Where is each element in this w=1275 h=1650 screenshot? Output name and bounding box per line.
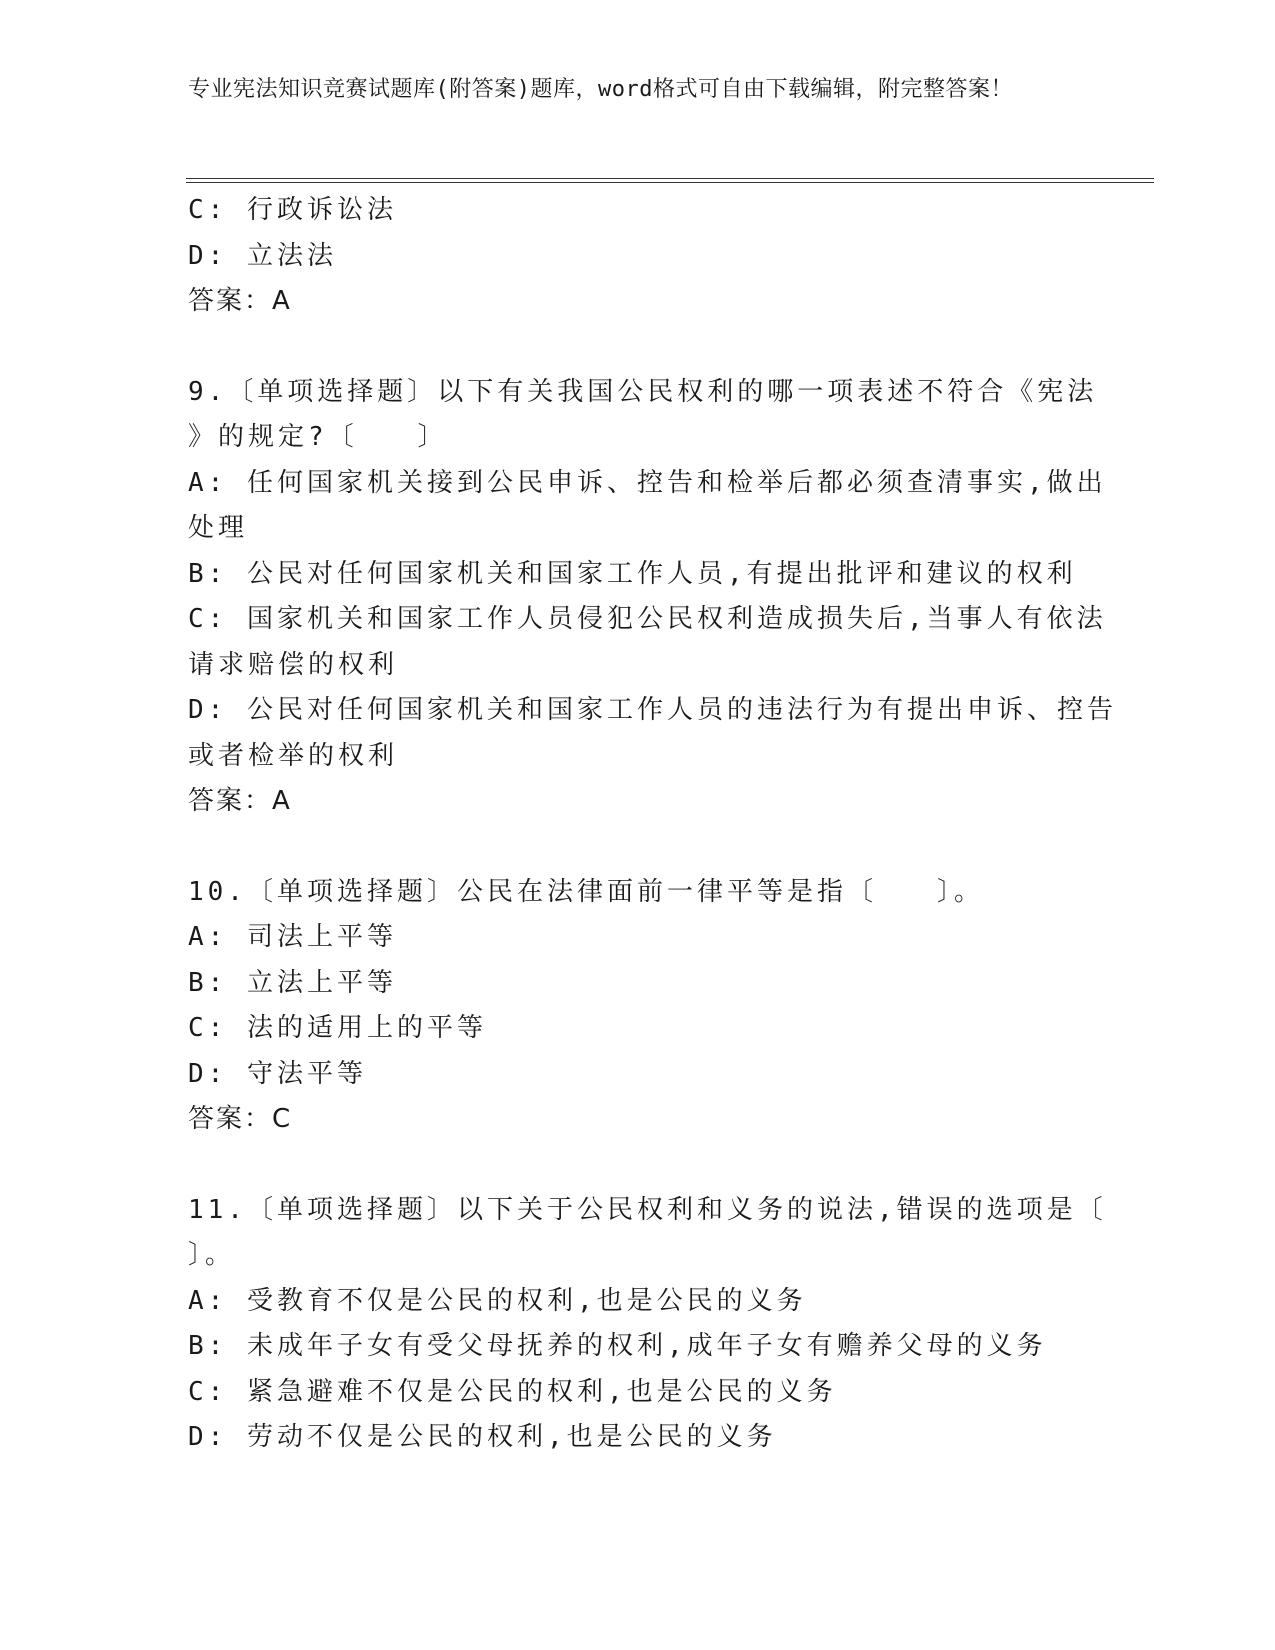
option-c: C: 行政诉讼法 (188, 195, 397, 225)
option-a: A: 受教育不仅是公民的权利,也是公民的义务 (188, 1285, 807, 1316)
option-b: B: 立法上平等 (188, 967, 397, 998)
question-stem-cont: 〕。 (188, 1240, 236, 1270)
option-a: A: 任何国家机关接到公民申诉、控告和检举后都必须查清事实,做出 (188, 467, 1107, 498)
spacer (188, 825, 1088, 870)
question-stem: 11.〔单项选择题〕以下关于公民权利和义务的说法,错误的选项是〔 (188, 1194, 1107, 1225)
question-10 (188, 870, 1088, 1143)
answer-line: 答案：C (188, 1104, 293, 1134)
option-c-cont: 请求赔偿的权利 (188, 649, 399, 680)
question-9 (188, 370, 1117, 825)
option-a: A: 司法上平等 (188, 922, 397, 952)
option-b: B: 公民对任何国家机关和国家工作人员,有提出批评和建议的权利 (188, 558, 1077, 589)
question-stem: 10.〔单项选择题〕公民在法律面前一律平等是指〔 〕。 (188, 876, 984, 907)
question-stem: 9.〔单项选择题〕以下有关我国公民权利的哪一项表述不符合《宪法 (188, 376, 1098, 407)
option-d: D: 公民对任何国家机关和国家工作人员的违法行为有提出申诉、控告 (188, 695, 1117, 725)
option-c: C: 紧急避难不仅是公民的权利,也是公民的义务 (188, 1376, 837, 1407)
question-stem-cont: 》的规定?〔 〕 (188, 422, 448, 452)
question-list (188, 188, 1117, 1461)
answer-line: 答案：A (188, 786, 292, 816)
header-text: 专业宪法知识竞赛试题库(附答案)题库，word格式可自由下载编辑，附完整答案！ (188, 77, 1013, 102)
header-divider (186, 178, 1154, 183)
option-d: D: 守法平等 (188, 1058, 367, 1089)
spacer (188, 1143, 1088, 1188)
option-c: C: 国家机关和国家工作人员侵犯公民权利造成损失后,当事人有依法 (188, 604, 1107, 634)
option-d-cont: 或者检举的权利 (188, 740, 399, 771)
answer-line: 答案：A (188, 286, 292, 316)
option-b: B: 未成年子女有受父母抚养的权利,成年子女有赡养父母的义务 (188, 1331, 1047, 1361)
question-11 (188, 1188, 1107, 1461)
option-a-cont: 处理 (188, 513, 249, 543)
option-c: C: 法的适用上的平等 (188, 1013, 487, 1043)
option-d: D: 劳动不仅是公民的权利,也是公民的义务 (188, 1422, 777, 1452)
page-header (188, 74, 1068, 105)
option-d: D: 立法法 (188, 240, 337, 271)
spacer (188, 325, 1088, 370)
question-fragment (188, 188, 1088, 325)
